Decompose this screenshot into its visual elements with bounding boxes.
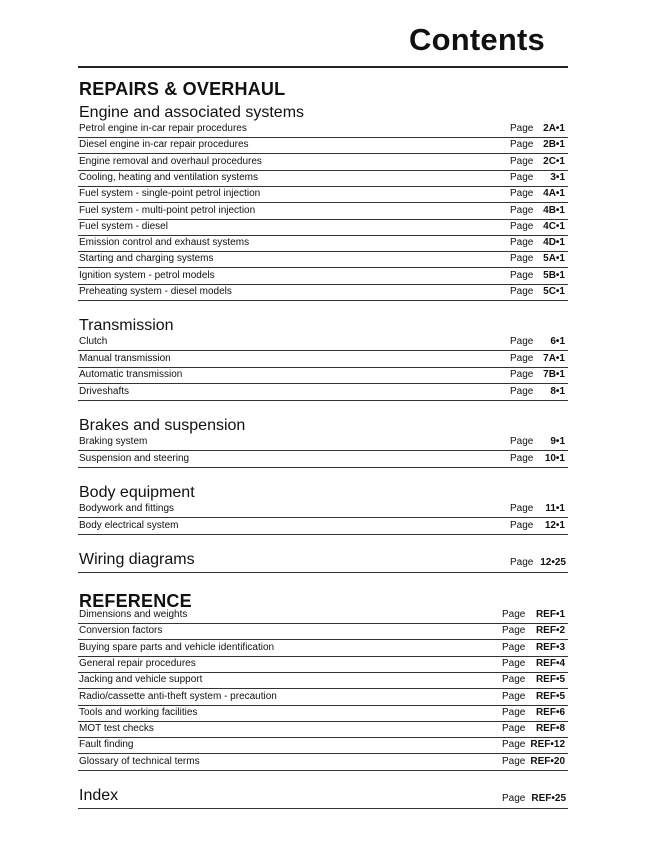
toc-entry-title: Diesel engine in-car repair procedures	[79, 139, 249, 151]
title-divider	[78, 66, 568, 68]
toc-entry-title: Emission control and exhaust systems	[79, 237, 250, 249]
toc-entry-title: Fault finding	[79, 739, 134, 751]
toc-row	[78, 154, 568, 171]
toc-page-word: Page	[502, 657, 526, 669]
toc-page-word: Page	[502, 641, 526, 653]
toc-entry-title: Petrol engine in-car repair procedures	[79, 123, 247, 134]
toc-page-number: 11•1	[545, 503, 565, 514]
toc-entry-title: Ignition system - petrol models	[79, 269, 215, 281]
toc-row	[78, 170, 568, 187]
toc-row	[78, 203, 568, 220]
toc-row	[78, 268, 568, 285]
section-heading-engine: Engine and associated systems	[79, 104, 305, 121]
toc-page-word: Page	[502, 674, 526, 686]
toc-row	[78, 518, 568, 535]
toc-page-word: Page	[510, 286, 534, 297]
toc-row	[78, 672, 568, 689]
section-heading-brakes: Brakes and suspension	[79, 417, 246, 434]
toc-row	[78, 284, 568, 301]
wiring-page-number: 12•25	[540, 557, 566, 568]
toc-page-number: REF•3	[535, 641, 565, 653]
toc-page-word: Page	[510, 171, 534, 183]
toc-entry-title: Braking system	[79, 436, 148, 447]
toc-page-word: Page	[502, 706, 526, 718]
toc-row	[78, 384, 568, 401]
toc-page-number: 7B•1	[543, 369, 565, 380]
toc-page-word: Page	[510, 519, 534, 531]
toc-page-word: Page	[510, 269, 534, 281]
toc-page-word: Page	[510, 503, 534, 514]
wiring-page-word: Page	[510, 557, 534, 568]
toc-row	[78, 721, 568, 738]
toc-row	[78, 451, 568, 468]
toc-entry-title: Glossary of technical terms	[79, 755, 200, 767]
toc-entry-title: Fuel system - multi-point petrol injection	[79, 204, 256, 216]
toc-page-word: Page	[502, 723, 526, 735]
toc-page-number: REF•6	[535, 706, 565, 718]
toc-entry-title: Manual transmission	[79, 352, 171, 364]
toc-page-word: Page	[502, 625, 526, 637]
toc-page-number: REF•4	[535, 657, 565, 669]
toc-page-number: REF•2	[535, 625, 565, 637]
toc-entry-title: Bodywork and fittings	[79, 503, 175, 514]
toc-page-number: 4B•1	[543, 204, 565, 216]
section-heading-wiring: Wiring diagrams	[79, 551, 195, 568]
toc-row	[78, 737, 568, 754]
toc-page-number: 5C•1	[543, 286, 565, 297]
wiring-divider	[78, 572, 568, 573]
toc-page-word: Page	[510, 336, 534, 347]
toc-entry-title: Starting and charging systems	[79, 253, 214, 265]
toc-entry-title: Preheating system - diesel models	[79, 286, 232, 297]
toc-entry-title: MOT test checks	[79, 723, 154, 735]
toc-row	[78, 607, 568, 624]
toc-page-number: REF•5	[535, 690, 565, 702]
toc-row	[78, 656, 568, 673]
toc-entry-title: Automatic transmission	[79, 369, 183, 380]
index-page-word: Page	[502, 793, 526, 804]
index-page-number: REF•25	[531, 793, 566, 804]
toc-page-number: 7A•1	[543, 352, 565, 364]
index-divider	[78, 808, 568, 809]
section-heading-body: Body equipment	[79, 484, 195, 501]
toc-page-number: REF•1	[535, 609, 565, 620]
toc-page-number: 5B•1	[543, 269, 565, 281]
toc-row	[78, 640, 568, 657]
toc-page-word: Page	[510, 139, 534, 151]
toc-row	[78, 121, 568, 138]
toc-page-word: Page	[510, 237, 534, 249]
toc-page-word: Page	[510, 436, 534, 447]
toc-row	[78, 705, 568, 722]
section-heading-index: Index	[79, 787, 119, 804]
toc-page-word: Page	[510, 352, 534, 364]
toc-page-number: 2B•1	[543, 139, 565, 151]
toc-entry-title: Driveshafts	[79, 385, 130, 397]
toc-row	[78, 219, 568, 236]
toc-page-word: Page	[510, 188, 534, 200]
toc-page-number: 6•1	[550, 336, 565, 347]
toc-page-word: Page	[510, 204, 534, 216]
toc-page-word: Page	[510, 253, 534, 265]
toc-page-number: 4A•1	[543, 188, 565, 200]
toc-page-number: 2A•1	[543, 123, 565, 134]
toc-page-number: 3•1	[550, 171, 565, 183]
toc-page-number: 9•1	[550, 436, 565, 447]
toc-page-number: REF•20	[530, 755, 565, 767]
toc-page-word: Page	[510, 220, 534, 232]
toc-entry-title: Jacking and vehicle support	[79, 674, 203, 686]
toc-page-word: Page	[510, 155, 534, 167]
toc-row	[78, 623, 568, 640]
toc-page-word: Page	[502, 755, 526, 767]
toc-page-word: Page	[502, 739, 526, 751]
toc-entry-title: Radio/cassette anti-theft system - precaution	[79, 690, 277, 702]
toc-row	[78, 367, 568, 384]
toc-page-number: REF•8	[535, 723, 565, 735]
toc-entry-title: General repair procedures	[79, 657, 196, 669]
toc-page-word: Page	[510, 452, 534, 464]
toc-entry-title: Tools and working facilities	[79, 706, 198, 718]
toc-entry-title: Fuel system - single-point petrol injection	[79, 188, 261, 200]
toc-entry-title: Conversion factors	[79, 625, 163, 637]
toc-entry-title: Clutch	[79, 336, 108, 347]
toc-page-number: REF•5	[535, 674, 565, 686]
toc-page-number: 2C•1	[543, 155, 565, 167]
section-heading-transmission: Transmission	[79, 317, 174, 334]
toc-entry-title: Dimensions and weights	[79, 609, 188, 620]
toc-row	[78, 235, 568, 252]
toc-page-number: REF•12	[530, 739, 565, 751]
part-heading-repairs: REPAIRS & OVERHAUL	[79, 79, 286, 99]
toc-row	[78, 251, 568, 268]
toc-entry-title: Buying spare parts and vehicle identification	[79, 641, 275, 653]
toc-row	[78, 351, 568, 368]
toc-row	[78, 334, 568, 351]
toc-row	[78, 186, 568, 203]
toc-page-word: Page	[510, 369, 534, 380]
page-title: Contents	[409, 22, 545, 57]
toc-row	[78, 137, 568, 154]
toc-page-word: Page	[502, 609, 526, 620]
toc-row	[78, 434, 568, 451]
toc-row	[78, 501, 568, 518]
toc-entry-title: Fuel system - diesel	[79, 220, 168, 232]
toc-page-number: 4D•1	[543, 237, 565, 249]
toc-page-number: 5A•1	[543, 253, 565, 265]
toc-page-number: 10•1	[544, 452, 565, 464]
toc-entry-title: Cooling, heating and ventilation systems	[79, 171, 258, 183]
toc-entry-title: Suspension and steering	[79, 452, 190, 464]
toc-page-number: 4C•1	[543, 220, 565, 232]
toc-row	[78, 754, 568, 771]
toc-page-word: Page	[510, 385, 534, 397]
toc-page-word: Page	[510, 123, 534, 134]
part-heading-reference: REFERENCE	[79, 591, 192, 611]
toc-entry-title: Engine removal and overhaul procedures	[79, 155, 262, 167]
toc-page-number: 8•1	[550, 385, 565, 397]
toc-row	[78, 689, 568, 706]
toc-entry-title: Body electrical system	[79, 519, 179, 531]
toc-page-word: Page	[502, 690, 526, 702]
toc-page-number: 12•1	[544, 519, 565, 531]
